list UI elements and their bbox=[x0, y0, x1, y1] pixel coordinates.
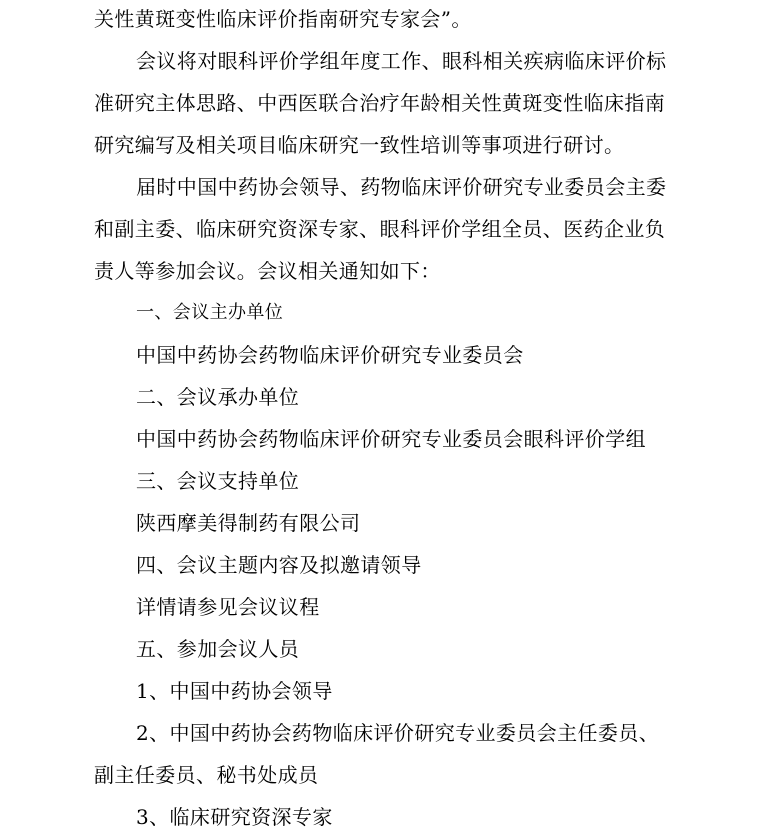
attendee-item-3: 3、临床研究资深专家 bbox=[136, 805, 333, 829]
section-heading-support: 三、会议支持单位 bbox=[136, 469, 300, 493]
theme-detail: 详情请参见会议议程 bbox=[136, 595, 320, 619]
attendee-item-2: 2、中国中药协会药物临床评价研究专业委员会主任委员、 bbox=[136, 721, 660, 745]
section-heading-organizer: 一、会议主办单位 bbox=[136, 302, 284, 323]
host-name: 中国中药协会药物临床评价研究专业委员会眼科评价学组 bbox=[136, 427, 646, 451]
paragraph-line: 准研究主体思路、中西医联合治疗年龄相关性黄斑变性临床指南 bbox=[94, 91, 666, 115]
organizer-name: 中国中药协会药物临床评价研究专业委员会 bbox=[136, 343, 524, 367]
paragraph-line: 关性黄斑变性临床评价指南研究专家会”。 bbox=[94, 7, 472, 31]
section-heading-theme: 四、会议主题内容及拟邀请领导 bbox=[136, 553, 422, 577]
section-heading-attendees: 五、参加会议人员 bbox=[136, 637, 300, 661]
attendee-item-1: 1、中国中药协会领导 bbox=[136, 679, 333, 703]
support-name: 陕西摩美得制药有限公司 bbox=[136, 511, 361, 535]
paragraph-line: 研究编写及相关项目临床研究一致性培训等事项进行研讨。 bbox=[94, 133, 625, 157]
attendee-item-2-cont: 副主任委员、秘书处成员 bbox=[94, 763, 319, 787]
paragraph-line: 会议将对眼科评价学组年度工作、眼科相关疾病临床评价标 bbox=[136, 49, 667, 73]
paragraph-line: 届时中国中药协会领导、药物临床评价研究专业委员会主委 bbox=[136, 175, 667, 199]
paragraph-line: 和副主委、临床研究资深专家、眼科评价学组全员、医药企业负 bbox=[94, 217, 666, 241]
paragraph-line: 责人等参加会议。会议相关通知如下： bbox=[94, 259, 441, 283]
section-heading-host: 二、会议承办单位 bbox=[136, 385, 300, 409]
